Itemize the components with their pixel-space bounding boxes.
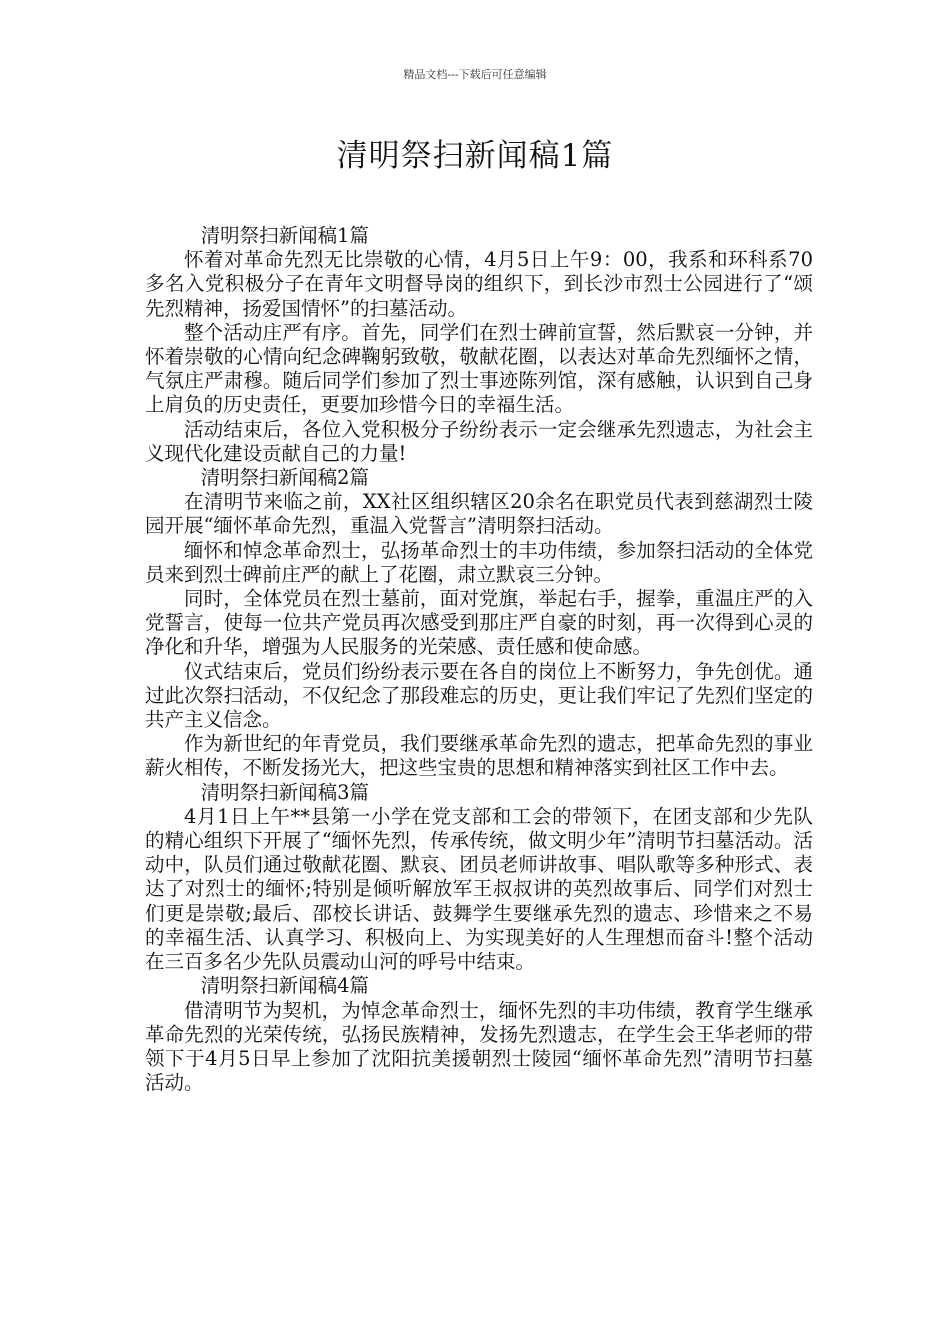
paragraph: 同时，全体党员在烈士墓前，面对党旗，举起右手，握拳，重温庄严的入党誓言，使每一位共产党员再次感受到那庄严自豪的时刻，再一次得到心灵的净化和升华，增强为人民服务的光荣感、责任感和使命感。 [145, 587, 813, 659]
paragraph: 在清明节来临之前，XX社区组织辖区20余名在职党员代表到慈湖烈士陵园开展“缅怀革命先烈，重温入党誓言”清明祭扫活动。 [145, 490, 813, 538]
section-heading-4: 清明祭扫新闻稿4篇 [200, 974, 369, 998]
section-heading-2: 清明祭扫新闻稿2篇 [200, 466, 369, 490]
paragraph: 作为新世纪的年青党员，我们要继承革命先烈的遗志，把革命先烈的事业薪火相传，不断发扬光大，把这些宝贵的思想和精神落实到社区工作中去。 [145, 732, 813, 780]
paragraph: 缅怀和悼念革命烈士，弘扬革命烈士的丰功伟绩，参加祭扫活动的全体党员来到烈士碑前庄严的献上了花圈，肃立默哀三分钟。 [145, 538, 813, 586]
page-title: 清明祭扫新闻稿1篇 [336, 138, 614, 174]
section-heading-3: 清明祭扫新闻稿3篇 [200, 780, 369, 804]
section-heading-1: 清明祭扫新闻稿1篇 [200, 224, 369, 247]
paragraph: 整个活动庄严有序。首先，同学们在烈士碑前宣誓，然后默哀一分钟，并怀着崇敬的心情向纪念碑鞠躬致敬，敬献花圈，以表达对革命先烈缅怀之情，气氛庄严肃穆。随后同学们参加了烈士事迹陈列馆，深有感触，认识到自己身上肩负的历史责任，更要加珍惜今日的幸福生活。 [145, 320, 813, 417]
paragraph: 活动结束后，各位入党积极分子纷纷表示一定会继承先烈遗志，为社会主义现代化建设贡献自己的力量! [145, 417, 813, 465]
paragraph: 借清明节为契机，为悼念革命烈士，缅怀先烈的丰功伟绩，教育学生继承革命先烈的光荣传统，弘扬民族精神，发扬先烈遗志，在学生会王华老师的带领下于4月5日早上参加了沈阳抗美援朝烈士陵园“缅怀革命先烈”清明节扫墓活动。 [145, 998, 813, 1095]
document-body [145, 224, 813, 1095]
paragraph: 仪式结束后，党员们纷纷表示要在各自的岗位上不断努力，争先创优。通过此次祭扫活动，不仅纪念了那段难忘的历史，更让我们牢记了先烈们坚定的共产主义信念。 [145, 659, 813, 732]
header-note: 精品文档---下载后可任意编辑 [403, 68, 547, 81]
paragraph: 怀着对革命先烈无比崇敬的心情，4月5日上午9：00，我系和环科系70多名入党积极分子在青年文明督导岗的组织下，到长沙市烈士公园进行了“颂先烈精神，扬爱国情怀”的扫墓活动。 [145, 248, 813, 320]
paragraph: 4月1日上午**县第一小学在党支部和工会的带领下，在团支部和少先队的精心组织下开展了“缅怀先烈，传承传统，做文明少年”清明节扫墓活动。活动中，队员们通过敬献花圈、默哀、团员老师讲故事、唱队歌等多种形式、表达了对烈士的缅怀;特别是倾听解放军王叔叔讲的英烈故事后、同学们对烈士们更是崇敬;最后、邵校长讲话、鼓舞学生要继承先烈的遗志、珍惜来之不易的幸福生活、认真学习、积极向上、为实现美好的人生理想而奋斗!整个活动在三百多名少先队员震动山河的呼号中结束。 [145, 804, 813, 974]
